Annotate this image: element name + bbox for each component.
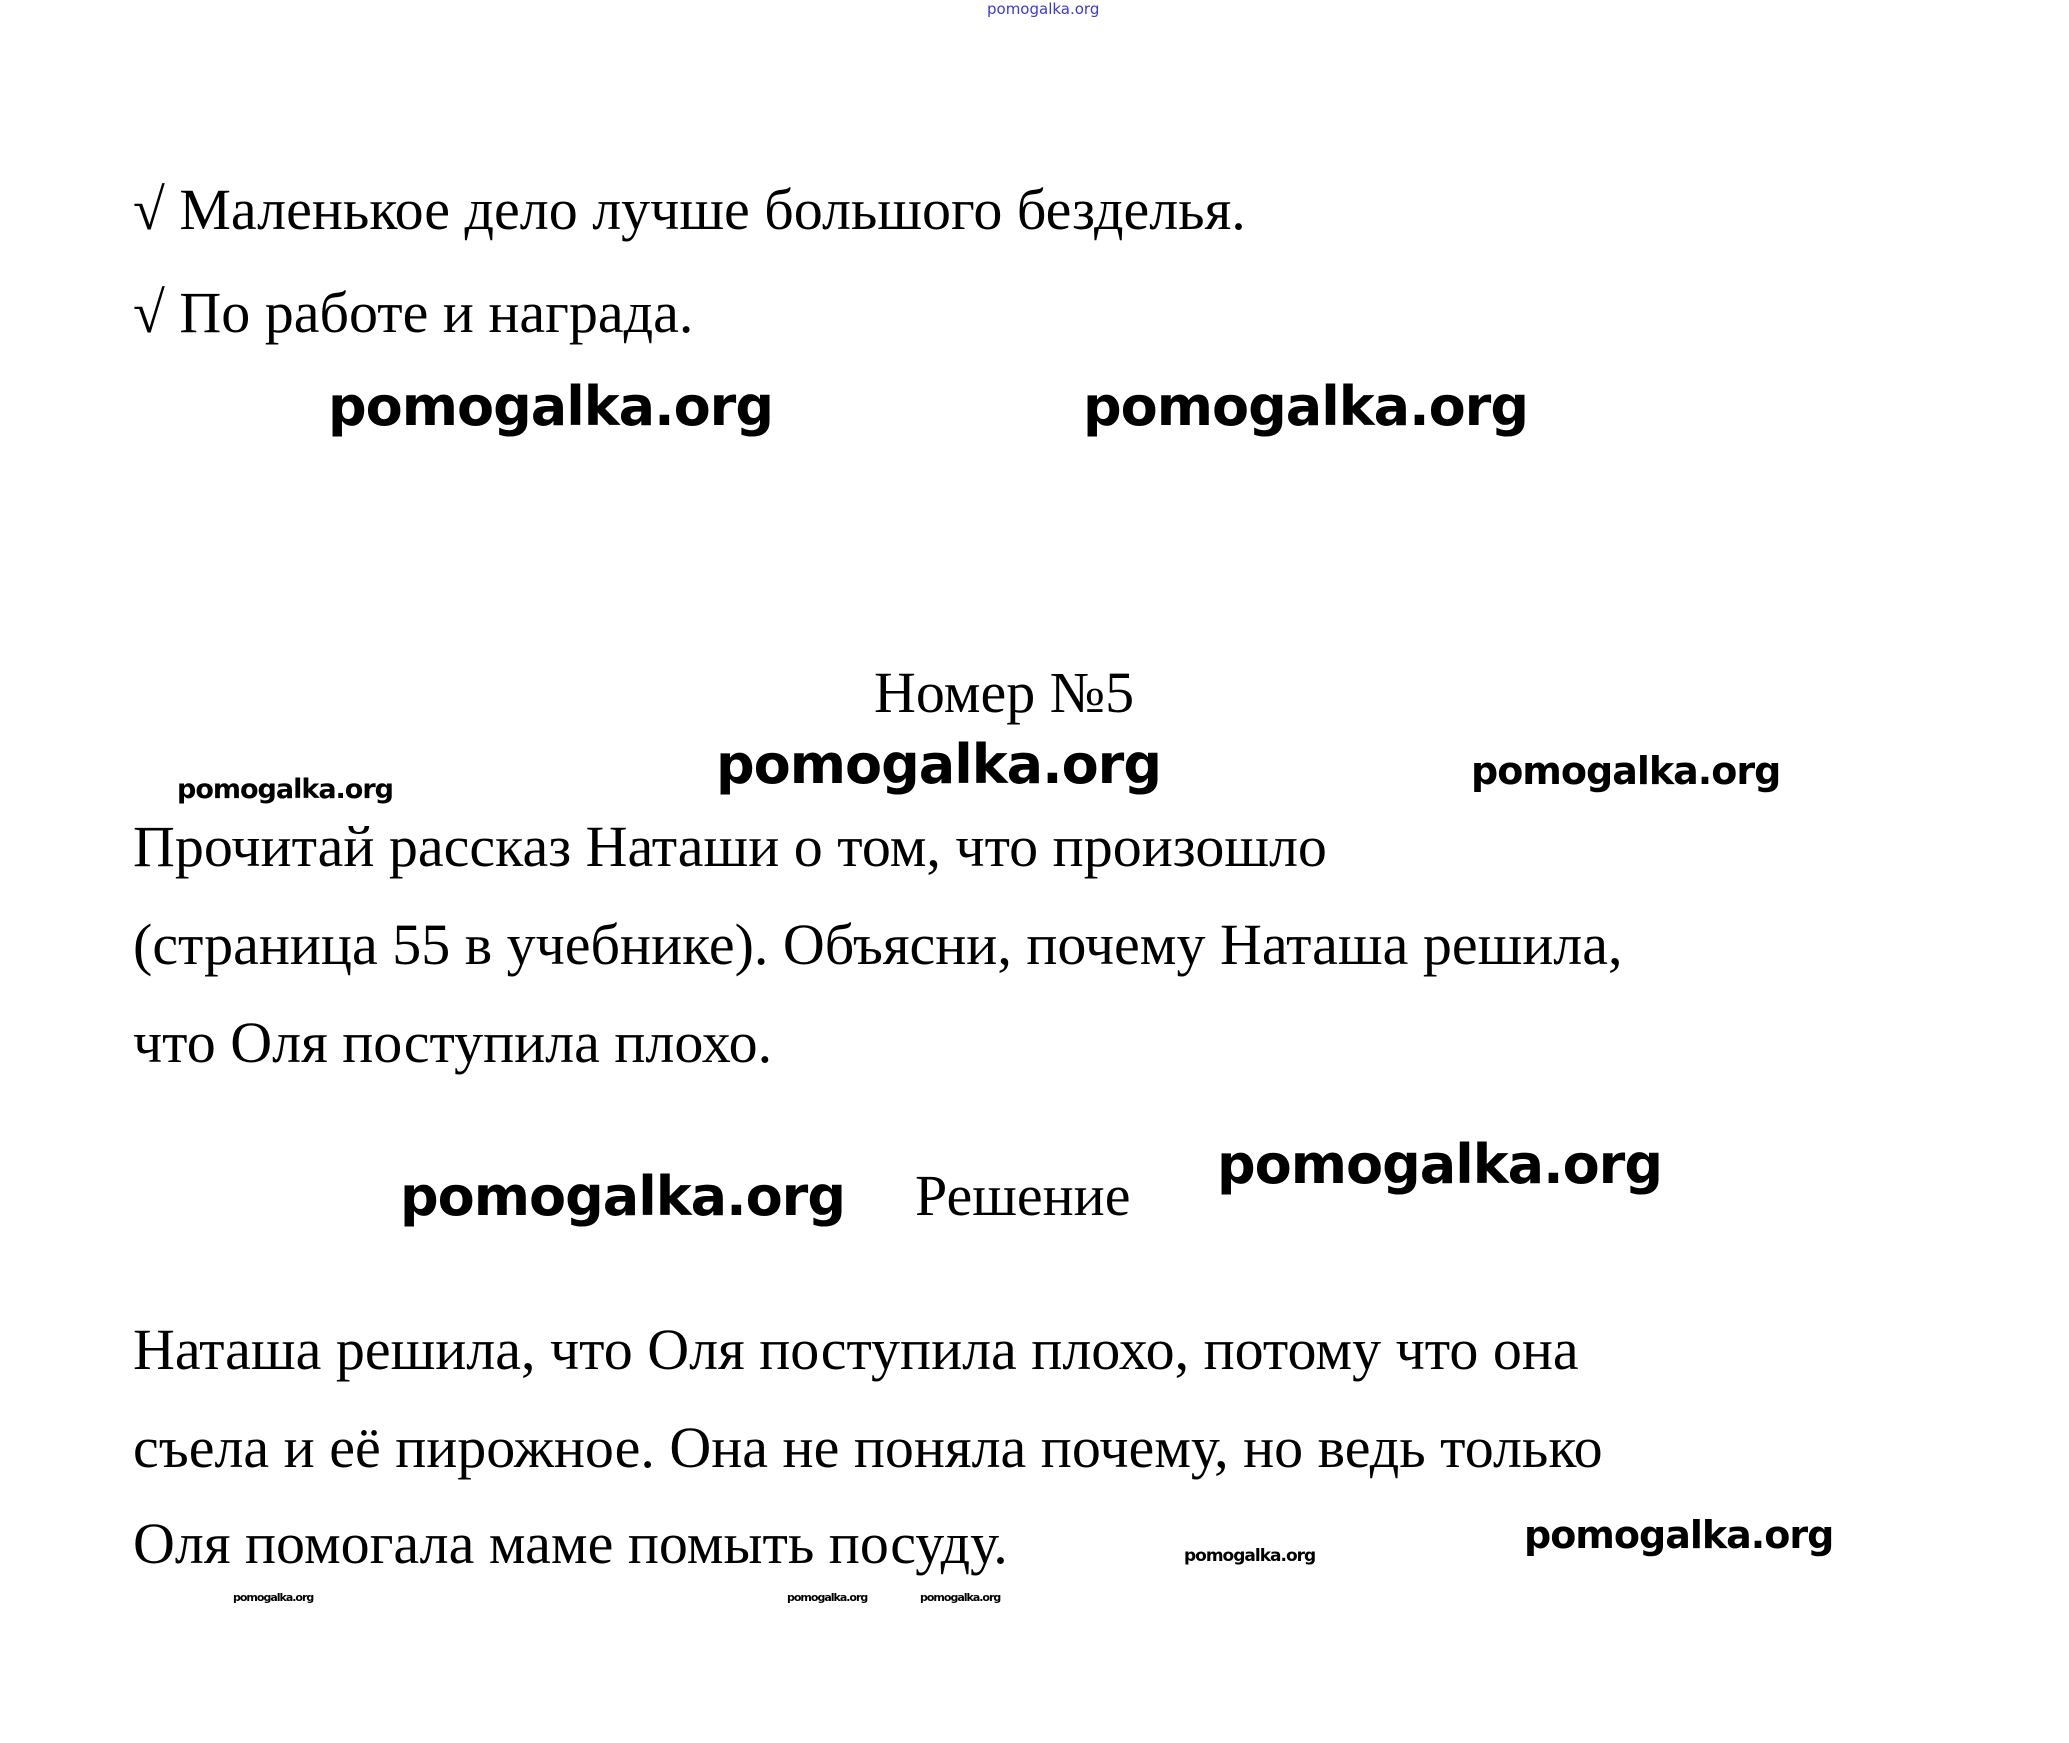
watermark: pomogalka.org bbox=[1524, 1513, 1834, 1557]
watermark: pomogalka.org bbox=[920, 1591, 1001, 1604]
watermark: pomogalka.org bbox=[177, 774, 393, 805]
watermark-top[interactable]: pomogalka.org bbox=[987, 0, 1100, 18]
solution-line-1: Наташа решила, что Оля поступила плохо, потому что она bbox=[133, 1317, 1579, 1382]
watermark: pomogalka.org bbox=[1083, 375, 1528, 438]
solution-heading: Решение bbox=[915, 1163, 1131, 1228]
check-mark-icon: √ bbox=[133, 280, 165, 345]
solution-line-3: Оля помогала маме помыть посуду. bbox=[133, 1511, 1008, 1576]
watermark: pomogalka.org bbox=[1184, 1546, 1316, 1566]
watermark: pomogalka.org bbox=[328, 375, 773, 438]
proverb-text: Маленькое дело лучше большого безделья. bbox=[179, 177, 1246, 242]
check-mark-icon: √ bbox=[133, 177, 165, 242]
watermark: pomogalka.org bbox=[1471, 749, 1781, 793]
task-line-3: что Оля поступила плохо. bbox=[133, 1010, 773, 1075]
watermark: pomogalka.org bbox=[400, 1165, 845, 1228]
watermark: pomogalka.org bbox=[787, 1591, 868, 1604]
proverb-text: По работе и награда. bbox=[179, 280, 694, 345]
task-title: Номер №5 bbox=[874, 660, 1135, 725]
proverb-2 bbox=[133, 280, 694, 345]
watermark: pomogalka.org bbox=[1217, 1133, 1662, 1196]
watermark: pomogalka.org bbox=[233, 1591, 314, 1604]
task-line-2: (страница 55 в учебнике). Объясни, почему Наташа решила, bbox=[133, 912, 1623, 977]
task-line-1: Прочитай рассказ Наташи о том, что произошло bbox=[133, 814, 1327, 879]
proverb-1 bbox=[133, 177, 1246, 242]
watermark: pomogalka.org bbox=[716, 733, 1161, 796]
solution-line-2: съела и её пирожное. Она не поняла почему, но ведь только bbox=[133, 1415, 1603, 1480]
